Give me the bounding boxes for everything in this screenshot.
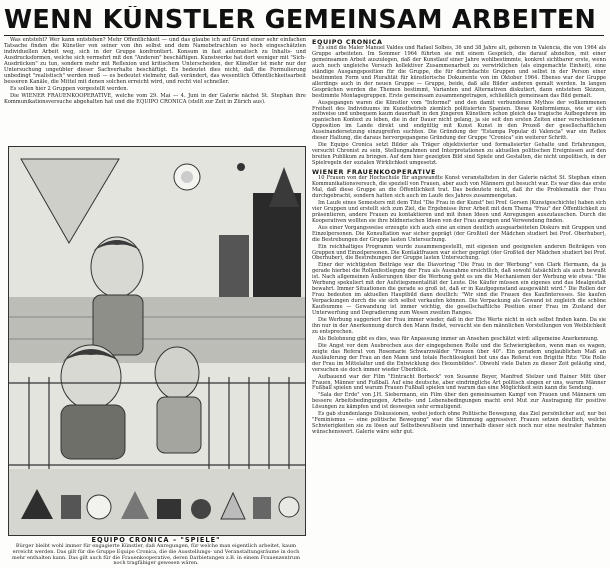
article-paragraph: Es gab stundenlange Diskussionen, wobei jedoch ohne Politische Bewegung, das Ziel persönlicher auf, nur bei "Feminismus — eine politische Bewegung" war die Stimmung aggressiver. Frauen setzen deutlich, welche Schwierigkeiten sie zu lösen auf Selbstbewußtsein und innerhalb dieser sich noch nur eine neutraler Rahmen wünschenswert. Galerie wäre sehr gut. <box>312 411 606 436</box>
intro-paragraph: Die WIENER FRAUENKOOPERATIVE, welche vom 29. Mai — 4. Juni in der Galerie nächst St. Stephan ihre Kommunikationsversuche abgehalten hat und die EQUIPO CRONICA (stellt zur Zeit in Zürich aus). <box>4 93 306 105</box>
article-paragraph: Die Werbung suggeriert der Frau immer wieder, daß in der Ehe Werte nicht in sich selbst finden kann. Da sie ihn nur in der Anerkennung durch den Mann findet, versucht sie den männlichen Vorstellungen von Weiblichkeit zu entsprechen. <box>312 316 606 335</box>
artwork-illustration <box>9 147 305 535</box>
caption-text: Bürger bleibt wohl immer für engagierte Künstler, daß Anregungen, für welche man eigentlich arbeitet, kaum erreicht werden. Das gilt für die Gruppe Equipo Cronica, die die Ausstellungs- und Veranstaltungsräume in doch mehr enthalten kann. Das gilt auch für die Frauenkooperative, deren Darbietungen z.B. in einem Frauenzentrum noch tragfähiger gewesen wären. <box>12 543 300 566</box>
article-paragraph: Im Laufe eines Semesters mit dem Titel "Die Frau in der Kunst" bei Prof. Gorsen (Kunstgeschichte) haben sich vier Gruppen und erstellt sich zum Ziel, die Ergebnisse ihrer Arbeit mit dem Thema "Frau" der Öffentlichkeit zu präsentieren, andere Frauen zu kontaktieren und mit ihnen Ideen und Anregungen auszutauschen. Durch die Kooperativen wollten sie ihre bildnerischen Ideen von der Frau anregen und Verwendung finden. <box>312 199 606 224</box>
article-paragraph: Einer der wichtigsten Beiträge war die Diavortrag "Die Frau in der Werbung" von Clark Hermann, da ja gerade hierbei die Rollenfestlegung der Frau als Ausnahme ersichtlich, daß sowohl tatsächlich als auch bewußt ist. Nach allgemeinen Äußerungen über die Werbung geht es um die Mechanismen der Werbung wie etwa: "Die Werbung spekuliert mit der Aufstiegsmentalität der Leute. Die Käufer müssen ein eigenes und das Idealgestalt bewahrt. Immer Situationen die gerade so groß ist, daß er in Kaufgegenstand ausgewählt wird." Die Rollen der Frau bedeuten im aktuellen Hauptbild dann deutlich: "Wir sind die Frauen des Kaufinteresses. Sie kaufen Verpackungen durch die sie sich selbst verkaufen können. Die Verpackung als Gewand ist zugleich die schöne Kaufsumme — Gewandung ist immer wichtig, die gesellschaftliche Position einer Frau im Zustand der Unterwerfung und Degradierung zum Wesen zweiten Ranges. <box>312 262 606 317</box>
intro-paragraph: Es sollen hier 2 Gruppen vorgestellt werden. <box>10 86 129 92</box>
article-paragraph: "Sala der Erde" von J.H. Siebermann, ein Film über den gemeinsamen Kampf von Frauen und Männern um bessere Arbeitsbedingungen, Arbeits- und Lebensbedingungen macht erst Mut zur Austragung für positive Lösungen zu kämpfen und ist deswegen sehr ermutigend. <box>312 392 606 411</box>
article-paragraph: Ausgegangen waren die Künstler vom "Informel" und den damit verbundenen Mythos der vollkommenen Freiheit des Individuums im Kunstbetrieb ziemlich politisierten Spanien. Diese Konformismus, wie er sich zeitweise und unbequem kaum dauerhaft in den jüngeren Künstlern schon gleich das tragische Aufbegehren im spanischen Kontext zu leben, die in der Dauer nicht gelang, ja sie seit den ersten Zeiten einer verschiedenen Opposition im Lande direkt und endgültig mit Kunst Kunst in den Prozeß der gesellschaftlichen Auseinandersetzung einzugreifen suchten. Die Gründung der "Estampa Popular di Valencia" war ein Reflex dieser Haltung, die daraus hervorgegangene Gründung der Gruppe "Cronica" ein weiterer Schritt. <box>312 99 606 142</box>
caption-title: EQUIPO CRONICA – "SPIELE" <box>91 536 221 544</box>
article-column-right <box>312 37 606 565</box>
article-paragraph: Die Angst vor dem Ausbrechen aus der eingegebenen Rolle und die Schwierigkeiten, wenn man es wagen, zeigte das Referat von Rosemarie Schwarzwälder "Frauen über 40". Ein geradem unglaublichen Maß an Ausläuferung der Frau an den Mann und totale Rechtlosigkeit bot uns das Referat von Brigitte Ritz: "Die Rolle der Frau im Mittelalter und die Entwicklung des Hexenbildes". Obwohl viele Daten zu dieser Zeit geläufig sind, versuchen sie doch immer wieder Überblick. <box>312 342 606 373</box>
article-paragraph: Ein reichhaltiges Programm wurde zusammengestellt, mit eigenen und geeigneten anderen Beiträgen von Gruppen und Einzelpersonen. Die Kontaktfrauen war sicher geprägt (der Großteil der Mädchen studiert bei Prof. Oberhuber), die Bestrebungen der Gruppe lasten Untersuchung. <box>312 243 606 262</box>
section-heading-wiener-frauenkooperative: WIENER FRAUENKOOPERATIVE <box>312 168 436 177</box>
intro-column <box>4 37 306 147</box>
section-heading-equipo-cronica: EQUIPO CRONICA <box>312 38 383 46</box>
article-paragraph: 10 Frauen von der Hochschule für angewandte Kunst veranstalteten in der Galerie nächst St. Stephan einen Kommunikationsversuch, die speziell von Frauen, aber auch von Männern gut besucht war. Es war dies das erste Mal, daß diese Gruppe an die Öffentlichkeit trat. Das bedeutete nicht, daß ihr die Problematik der Frau durchgebracht, sondern hatten sich auch im Laufe des Jahres zusammengetan. <box>312 175 606 199</box>
article-paragraph: Als Belohnung gibt es dies, was für Anpassung immer an Ansehen geschätzt wird: allgemeine Anerkennung. <box>318 335 599 342</box>
intro-paragraph: Was entsteht? Wer kann entstehen? Mehr Öffentlichkeit — und das glaube ich auf Grund einer sehr einfachen Tatsache finden die Künstler von seiner von ihn selbst und dem Namebetrachten so hoch eingeschätzten individuellen Arbeit weg, sich in der Gruppe konfrontiert. Konsum in fast automatisch zu Inhalts- und Ausdrucksformen, welche sich vermehrt mit den "Anderen" beschäftigen. Kunstwerke hat dort weniger mit "Sich-Ausdrücken" zu tun, sondern mehr mit Reflexion und kritischem Unterscheiden, der Künstler ist mehr nur der Untersuchung ungeübter dieser Sachverhalte beschäftigt. Es bedeutet dies nicht, daß die Formulierung unbedingt "realistisch" werden muß — es bedeutet vielmehr, daß verändert, das wesentlich Öffentlichkeitsarbeit besseren Kanäle, die Mittel mit denen solchen erreicht wird, und recht viel schneller. <box>4 37 306 85</box>
headline: WENN KÜNSTLER GEMEINSAM ARBEITEN <box>4 6 597 34</box>
artwork-image <box>8 146 306 536</box>
article-paragraph: Aus einer Vorgangsweise erzeugte sich auch eine an einen deutlich ausgearbeiteten Diskurs mit Gruppen und Einzelpersonen. Die Konsultation war sicher geprägt (der Großteil der Mädchen studiert bei Prof. Oberhuber), die Bestrebungen der Gruppe lasten Untersuchung. <box>312 224 606 243</box>
article-paragraph: Es sind die Maler Manuel Valdes und Rafael Solbes, 36 und 38 Jahre alt, geboren in Valencia, die von 1964 als Gruppe arbeiteten. Im Sommer 1964 führten sie mit einem Gespräch, die darauf abzielten, mit einer gemeinsamen Arbeit auszulegen, daß der Kunstlauf einer Jahre wohlbestimmte, konkret sichtbarer erste, wenn auch noch ungleiche Versuch kollektiver Zusammenarbeit zu verwirklichen (als eingemachte Einheit), eine ständige Ausgangsposition für die Gruppe, die für durchdachte Gruppen und selbst in der Person einer bestimmten Form und Pluralität für künstlerische Dokumente von im Oktober 1964. Ebenso war der Gruppe allerdings auch in der neuen Gruppe — Gruppe, beide, daß alle Bilder anderen gemalt werden. In langen Gesprächen werden die Themen bestimmt, Varianten und Alternativen diskutiert, dann entstehen Skizzen, bestimmte Montagegruppen. Erste gemeinsam zusammengetragen, schließlich gemeinsam das Bild gemalt. <box>312 45 606 99</box>
image-caption <box>8 536 304 566</box>
article-paragraph: Aufbauend war der Film "Eintracht Borbeck" von Susanne Beyer, Manfred Stelzer und Rainer Mitt über Frauen, Männer und Fußball. Auf eine deutsche, aber eindringliche Art politisch singen er uns, warum Männer Fußball spielen und warum Frauen Fußball spielen und warum das eine Möglichkeit sein kann die Sendung. <box>312 373 606 392</box>
article-paragraph: Die Equipo Cronica setzt Bilder als Träger objektivierter und formalisierter Gehalte und Erfahrungen, versucht Chronist zu sein, Stellungnahmen und Interpretationen zu aktuellen politischen Ereignissen auf den breiten Publikum zu bringen. Auf dem hier gezeigten Bild sind Spiele und Gestalten, die nicht unpolitisch, in der Spielregeln der sozialen Wirklichkeit umgesetzt. <box>312 142 606 167</box>
headline-rule <box>4 35 604 36</box>
